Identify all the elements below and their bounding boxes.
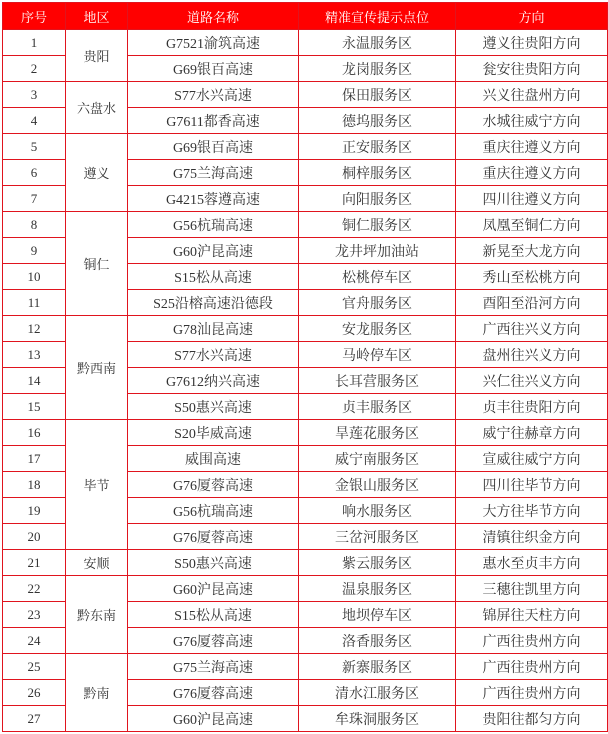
road-name: G76厦蓉高速: [128, 472, 299, 498]
row-index: 23: [3, 602, 66, 628]
road-name: G56杭瑞高速: [128, 498, 299, 524]
direction: 秀山至松桃方向: [456, 264, 608, 290]
direction: 贞丰往贵阳方向: [456, 394, 608, 420]
road-name: G78汕昆高速: [128, 316, 299, 342]
header-row: [3, 3, 608, 30]
header-direction: 方向: [456, 3, 608, 30]
row-index: 24: [3, 628, 66, 654]
row-index: 27: [3, 706, 66, 732]
row-index: 22: [3, 576, 66, 602]
direction: 广西往兴义方向: [456, 316, 608, 342]
location: 地坝停车区: [299, 602, 456, 628]
table-row: [3, 550, 608, 576]
region-cell: 毕节: [66, 420, 128, 550]
table-row: [3, 654, 608, 680]
location: 响水服务区: [299, 498, 456, 524]
direction: 威宁往赫章方向: [456, 420, 608, 446]
road-name: 威围高速: [128, 446, 299, 472]
direction: 惠水至贞丰方向: [456, 550, 608, 576]
row-index: 5: [3, 134, 66, 160]
row-index: 9: [3, 238, 66, 264]
direction: 三穗往凯里方向: [456, 576, 608, 602]
road-name: S20毕威高速: [128, 420, 299, 446]
location: 清水江服务区: [299, 680, 456, 706]
location: 官舟服务区: [299, 290, 456, 316]
location: 温泉服务区: [299, 576, 456, 602]
region-cell: 铜仁: [66, 212, 128, 316]
row-index: 18: [3, 472, 66, 498]
direction: 酉阳至沿河方向: [456, 290, 608, 316]
row-index: 8: [3, 212, 66, 238]
location: 长耳营服务区: [299, 368, 456, 394]
region-cell: 黔东南: [66, 576, 128, 654]
location: 桐梓服务区: [299, 160, 456, 186]
location: 铜仁服务区: [299, 212, 456, 238]
direction: 水城往威宁方向: [456, 108, 608, 134]
road-name: G60沪昆高速: [128, 576, 299, 602]
road-name: S77水兴高速: [128, 82, 299, 108]
direction: 重庆往遵义方向: [456, 134, 608, 160]
road-name: G76厦蓉高速: [128, 524, 299, 550]
row-index: 2: [3, 56, 66, 82]
direction: 兴仁往兴义方向: [456, 368, 608, 394]
region-cell: 贵阳: [66, 30, 128, 82]
row-index: 11: [3, 290, 66, 316]
direction: 广西往贵州方向: [456, 654, 608, 680]
table-body: [3, 30, 608, 732]
direction: 重庆往遵义方向: [456, 160, 608, 186]
location: 龙井坪加油站: [299, 238, 456, 264]
direction: 贵阳往都匀方向: [456, 706, 608, 732]
road-name: G75兰海高速: [128, 654, 299, 680]
direction: 宣威往威宁方向: [456, 446, 608, 472]
road-name: S15松从高速: [128, 602, 299, 628]
direction: 新晃至大龙方向: [456, 238, 608, 264]
location: 德坞服务区: [299, 108, 456, 134]
road-name: G4215蓉遵高速: [128, 186, 299, 212]
road-name: G60沪昆高速: [128, 706, 299, 732]
direction: 盘州往兴义方向: [456, 342, 608, 368]
location: 洛香服务区: [299, 628, 456, 654]
direction: 凤凰至铜仁方向: [456, 212, 608, 238]
direction: 锦屏往天柱方向: [456, 602, 608, 628]
location: 松桃停车区: [299, 264, 456, 290]
location: 金银山服务区: [299, 472, 456, 498]
location: 威宁南服务区: [299, 446, 456, 472]
road-name: G7612纳兴高速: [128, 368, 299, 394]
location: 永温服务区: [299, 30, 456, 56]
road-name: G76厦蓉高速: [128, 628, 299, 654]
road-name: G69银百高速: [128, 56, 299, 82]
road-name: G69银百高速: [128, 134, 299, 160]
table-row: [3, 316, 608, 342]
row-index: 14: [3, 368, 66, 394]
row-index: 19: [3, 498, 66, 524]
direction: 大方往毕节方向: [456, 498, 608, 524]
header-location: 精准宣传提示点位: [299, 3, 456, 30]
row-index: 4: [3, 108, 66, 134]
location: 三岔河服务区: [299, 524, 456, 550]
row-index: 25: [3, 654, 66, 680]
location: 马岭停车区: [299, 342, 456, 368]
row-index: 6: [3, 160, 66, 186]
location: 正安服务区: [299, 134, 456, 160]
location: 新寨服务区: [299, 654, 456, 680]
road-name: G60沪昆高速: [128, 238, 299, 264]
road-name: G7521渝筑高速: [128, 30, 299, 56]
table-row: [3, 212, 608, 238]
direction: 广西往贵州方向: [456, 680, 608, 706]
location: 向阳服务区: [299, 186, 456, 212]
location: 龙岗服务区: [299, 56, 456, 82]
road-name: S50惠兴高速: [128, 394, 299, 420]
row-index: 20: [3, 524, 66, 550]
direction: 四川往遵义方向: [456, 186, 608, 212]
direction: 遵义往贵阳方向: [456, 30, 608, 56]
road-name: G7611都香高速: [128, 108, 299, 134]
road-name: G76厦蓉高速: [128, 680, 299, 706]
road-name: S50惠兴高速: [128, 550, 299, 576]
header-index: 序号: [3, 3, 66, 30]
row-index: 7: [3, 186, 66, 212]
road-name: G56杭瑞高速: [128, 212, 299, 238]
direction: 广西往贵州方向: [456, 628, 608, 654]
location: 紫云服务区: [299, 550, 456, 576]
direction: 四川往毕节方向: [456, 472, 608, 498]
road-name: G75兰海高速: [128, 160, 299, 186]
table-row: [3, 134, 608, 160]
row-index: 12: [3, 316, 66, 342]
location: 安龙服务区: [299, 316, 456, 342]
location: 保田服务区: [299, 82, 456, 108]
direction: 兴义往盘州方向: [456, 82, 608, 108]
road-name: S77水兴高速: [128, 342, 299, 368]
header-region: 地区: [66, 3, 128, 30]
location: 旱莲花服务区: [299, 420, 456, 446]
table-row: [3, 30, 608, 56]
row-index: 10: [3, 264, 66, 290]
region-cell: 黔西南: [66, 316, 128, 420]
table-row: [3, 82, 608, 108]
direction: 清镇往织金方向: [456, 524, 608, 550]
header-road-name: 道路名称: [128, 3, 299, 30]
row-index: 21: [3, 550, 66, 576]
region-cell: 六盘水: [66, 82, 128, 134]
service-area-table: [2, 2, 608, 732]
row-index: 3: [3, 82, 66, 108]
location: 牟珠洞服务区: [299, 706, 456, 732]
region-cell: 安顺: [66, 550, 128, 576]
row-index: 26: [3, 680, 66, 706]
region-cell: 黔南: [66, 654, 128, 732]
road-name: S25沿榕高速沿德段: [128, 290, 299, 316]
road-name: S15松从高速: [128, 264, 299, 290]
row-index: 15: [3, 394, 66, 420]
table-row: [3, 420, 608, 446]
region-cell: 遵义: [66, 134, 128, 212]
location: 贞丰服务区: [299, 394, 456, 420]
row-index: 17: [3, 446, 66, 472]
row-index: 16: [3, 420, 66, 446]
direction: 瓮安往贵阳方向: [456, 56, 608, 82]
row-index: 1: [3, 30, 66, 56]
table-row: [3, 576, 608, 602]
row-index: 13: [3, 342, 66, 368]
